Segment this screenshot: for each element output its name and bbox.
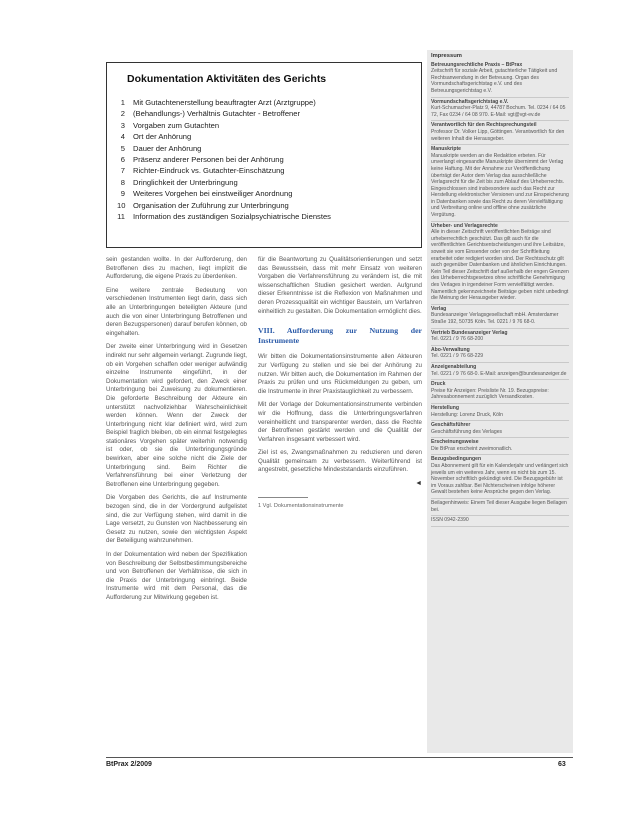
documentation-item [117, 200, 417, 211]
item-number: 10 [117, 200, 126, 210]
impressum-block-heading: Erscheinungsweise [431, 439, 479, 446]
impressum-block [431, 98, 569, 122]
impressum-block [431, 346, 569, 363]
impressum-block [431, 455, 569, 499]
footer-divider [106, 757, 573, 758]
impressum-block-text: Tel. 0221 / 9 76 68-229 [431, 353, 484, 360]
impressum-block-heading: Abo-Verwaltung [431, 346, 470, 353]
item-text: Weiteres Vorgehen bei einstweiliger Anordnung [133, 189, 293, 199]
impressum-block-heading: Vormundschaftsgerichtstag e.V. [431, 98, 509, 105]
text-column-right [258, 256, 422, 510]
impressum-block [431, 121, 569, 145]
impressum-block [431, 145, 569, 222]
documentation-item [117, 143, 417, 154]
item-text: Dauer der Anhörung [133, 143, 202, 153]
documentation-item [117, 188, 417, 199]
text-column-left [106, 256, 247, 608]
item-number: 8 [120, 177, 125, 187]
impressum-block-heading: Urheber- und Verlagsrechte [431, 222, 498, 229]
item-number: 7 [120, 166, 125, 176]
documentation-item [117, 177, 417, 188]
impressum-block [431, 61, 569, 98]
paragraph: Ziel ist es, Zwangsmaßnahmen zu reduzieren und deren Qualität gemeinsam zu verbessern. Weiterführend ist angestrebt, gesetzliche Mindeststandards einzuführen. [258, 449, 422, 474]
footnote-divider [258, 497, 308, 498]
paragraph: Eine weitere zentrale Bedeutung von verschiedenen Instrumenten liegt darin, dass sich alle an Unterbringungen beteiligten Akteure (und auch die von einer Unterbringung Betroffenen und deren Bezugspersonen) darauf berufen können, ob eingehalten. [106, 286, 247, 337]
paragraph: In der Dokumentation wird neben der Spezifikation von Beschreibung der Selbstbestimmungsbereiche und von Betroffenen der Verhältnisse, die sich in die Praxis der Unterbringung einbringt. Beide Instrumente wird mit dem Personal, das die Aufforderung zur Mitwirkung gegeben ist. [106, 551, 247, 601]
paragraph: Wir bitten die Dokumentationsinstrumente allen Akteuren zur Verfügung zu stellen und sie bei der Anhörung zu nutzen. Wir bitten auch, die Dokumentation im Rahmen der Praxis zu prüfen und uns Rückmeldungen zu geben, um die Instrumente in ihrer Praxistauglichkeit zu verbessern. [258, 353, 422, 395]
item-number: 4 [120, 132, 125, 142]
paragraph: Die Vorgaben des Gerichts, die auf Instrumente bezogen sind, die in der Vordergrund aufgelistet sind, die zur Verfügung stehen, wird damit in die Lage versetzt, zu Gunsten von Nachbesserung ein Gesetz zu nutzen, sowie den wichtigsten Aspekt der Beteiligung wahrzunehmen. [106, 494, 247, 545]
item-number: 6 [120, 155, 125, 165]
impressum-block-heading: Vertrieb Bundesanzeiger Verlag [431, 329, 508, 336]
impressum-block-text: Professor Dr. Volker Lipp, Göttingen. Verantwortlich für den weiteren Inhalt die Herausgeber. [431, 128, 565, 142]
footnote: 1 Vgl. Dokumentationsinstrumente [258, 502, 344, 509]
paragraph: für die Beantwortung zu Qualitätsorientierungen und setzt das Bewusstsein, dass mit mehr Einsatz von weiteren Vorgaben die Verfahrensführung zu verändern ist, die mit wissenschaftlichen Studien gesichert werden. Aufgrund dieser Erkenntnisse ist die Reflexion von Maßnahmen und deren Prozessqualität ein wichtiger Baustein, um Verfahren einheitlich zu gestalten. Die Dokumentation ermöglicht dies. [258, 256, 422, 315]
impressum-block-heading: Geschäftsführer [431, 422, 471, 429]
impressum-block [431, 305, 569, 329]
documentation-item [117, 97, 417, 108]
impressum-block [431, 516, 569, 527]
impressum-block-text: Bundesanzeiger Verlagsgesellschaft mbH. Amsterdamer Straße 192, 50735 Köln. Tel. 0221 / 9 76 68-0. [431, 312, 559, 325]
impressum-block-text: Zeitschrift für soziale Arbeit, gutachterliche Tätigkeit und Rechtsanwendung in der Betreuung. Organ des Vormundschaftsgerichtstag e.V. und des Betreuungsgerichtstag e.V. [431, 68, 558, 94]
item-text: Information des zuständigen Sozialpsychiatrische Dienstes [133, 212, 331, 222]
item-text: Präsenz anderer Personen bei der Anhörung [133, 155, 284, 165]
item-text: Organisation der Zuführung zur Unterbringung [133, 200, 289, 210]
impressum-block-text: Beilagenhinweis: Einem Teil dieser Ausgabe liegen Beilagen bei. [431, 500, 567, 513]
impressum-block-text: Alle in dieser Zeitschrift veröffentlichten Beiträge sind urheberrechtlich geschützt. Das gilt auch für die veröffentlichten Gerichtsentscheidungen und ihre Leitsätze, soweit sie vom Einsender oder von der Schriftleitung erarbeitet oder redigiert worden sind. Der Rechtsschutz gilt auch gegenüber Datenbanken und ähnlichen Einrichtungen. Kein Teil dieser Zeitschrift darf außerhalb der engen Grenzen des Urheberrechtsgesetzes ohne schriftliche Genehmigung des Verlages in irgendeiner Form vervielfältigt werden. Namentlich gekennzeichnete Beiträge geben nicht unbedingt die Meinung der Herausgeber wieder. [431, 229, 569, 302]
impressum-block-heading: Verlag [431, 305, 447, 312]
impressum-block-text: Preise für Anzeigen: Preisliste Nr. 19. Bezugspreise: Jahresabonnement zuzüglich Versandkosten. [431, 387, 549, 401]
impressum-block-text: Die BtPrax erscheint zweimonatlich. [431, 445, 513, 452]
impressum-block [431, 222, 569, 305]
impressum-block [431, 404, 569, 421]
impressum-title: Impressum [431, 53, 462, 59]
documentation-title: Dokumentation Aktivitäten des Gerichts [127, 73, 327, 85]
impressum-block-heading: Herstellung [431, 404, 460, 411]
item-number: 2 [120, 109, 125, 119]
impressum-block-text: ISSN 0942-2390 [431, 517, 469, 524]
documentation-item [117, 131, 417, 142]
item-text: Mit Gutachtenerstellung beauftragter Arzt (Arztgruppe) [133, 98, 316, 107]
impressum-block-text: Herstellung: Lorenz Druck, Köln [431, 411, 503, 418]
impressum-block [431, 421, 569, 438]
documentation-item [117, 211, 417, 222]
impressum-block-text: Das Abonnement gilt für ein Kalenderjahr und verlängert sich jeweils um ein weiteres Jahr, wenn es nicht bis zum 15. November schriftlich gekündigt wird. Die Bezugsgebühr ist im Voraus zahlbar. Bei Nichterscheinen infolge höherer Gewalt bestehen keine Ansprüche gegen den Verlag. [431, 463, 569, 496]
documentation-item [117, 120, 417, 131]
paragraph: sein gestanden wollte. In der Aufforderung, den Betroffenen dies zu machen, liegt implizit die Aufforderung, die eigene Praxis zu überdenken. [106, 256, 247, 281]
item-number: 5 [120, 143, 125, 153]
impressum-block-text: Geschäftsführung des Verlages [431, 428, 503, 435]
documentation-list [117, 97, 417, 222]
impressum-block [431, 363, 569, 380]
documentation-box [106, 62, 422, 248]
page-number: 63 [558, 761, 566, 768]
item-number: 11 [117, 212, 125, 222]
impressum-block-heading: Anzeigenabteilung [431, 363, 477, 370]
documentation-item [117, 108, 417, 119]
impressum-block [431, 329, 569, 346]
item-number: 1 [120, 98, 125, 107]
paragraph: Mit der Vorlage der Dokumentationsinstrumente verbinden wir die Hoffnung, dass die Unterbringungsverfahren vereinheitlicht und transparenter werden, dass die Rechte der Betroffenen gestärkt werden und die Qualität der Verfahren insgesamt verbessert wird. [258, 401, 422, 443]
impressum-block-heading: Druck [431, 381, 446, 388]
impressum-sidebar [427, 50, 573, 753]
item-number: 9 [120, 189, 125, 199]
documentation-item [117, 165, 417, 176]
impressum-block-heading: Manuskripte [431, 146, 462, 153]
impressum-block-text: Kurt-Schumacher-Platz 9, 44787 Bochum. Tel. 0234 / 64 05 72, Fax 0234 / 64 08 970. E-Mail: vgt@vgt-ev.de [431, 105, 566, 118]
paragraph: Der zweite einer Unterbringung wird in Gesetzen indirekt nur sehr allgemein verlangt. Zugrunde liegt, ob ein Vorgehen schaffen oder weniger aufwändig einzelne Instrumente eingeführt, in der Dokumentation wird gefordert, den Zweck einer Unterbringung bei Zuweisung zu dokumentieren. Die geforderte Beschreibung der Akteure ein unterstützt nachvollziehbar Wahrscheinlichkeit werden können. Wenn der Zweck der Unterbringung nicht klar definiert wird, wird zum Beispiel fraglich bleiben, ob ein einmal festgelegtes stationäres Vorgehen später weiterhin notwendig ist oder, ob sie die Unterbringungsgründe bewirken, aber eine solche nicht die Ziele der Unterbringung sind. Beim Richter die Verfahrensführung bei einer Verletzung der Betroffenen eine Unterbringung gegeben. [106, 343, 248, 488]
impressum-block-text: Tel. 0221 / 9 76 68-200 [431, 336, 484, 343]
item-number: 3 [120, 120, 125, 130]
item-text: Vorgaben zum Gutachten [133, 120, 220, 130]
impressum-block-heading: Bezugsbedingungen [431, 456, 482, 463]
impressum-block [431, 499, 569, 516]
impressum-block [431, 438, 569, 455]
item-text: (Behandlungs-) Verhältnis Gutachter - Betroffener [133, 109, 301, 119]
item-text: Richter-Eindruck vs. Gutachter-Einschätzung [133, 166, 285, 176]
section-heading: VIII. Aufforderung zur Nutzung der Instrumente [258, 326, 422, 345]
end-mark: ◄ [415, 480, 422, 488]
impressum-block-text: Tel. 0221 / 9 76 68-0. E-Mail: anzeigen@bundesanzeiger.de [431, 370, 567, 377]
impressum-block-heading: Betreuungsrechtliche Praxis – BtPrax [431, 61, 523, 68]
documentation-item [117, 154, 417, 165]
impressum-block-text: Manuskripte werden an die Redaktion erbeten. Für unverlangt eingesandte Manuskripte übernimmt der Verlag keine Haftung. Mit der Annahme zur Veröffentlichung überträgt der Autor dem Verlag das ausschließliche Verlagsrecht für die Zeit bis zum Ablauf des Urheberrechts. Eingeschlossen sind insbesondere auch das Recht zur Herstellung elektronischer Versionen und zur Einspeicherung in Datenbanken sowie das Recht zu deren Vervielfältigung und Verbreitung online und offline ohne zusätzliche Vergütung. [431, 152, 569, 219]
item-text: Ort der Anhörung [133, 132, 192, 142]
impressum-block [431, 380, 569, 404]
journal-issue: BtPrax 2/2009 [106, 761, 152, 768]
item-text: Dringlichkeit der Unterbringung [133, 177, 238, 187]
impressum-block-heading: Verantwortlich für den Rechtsprechungsteil [431, 122, 537, 129]
